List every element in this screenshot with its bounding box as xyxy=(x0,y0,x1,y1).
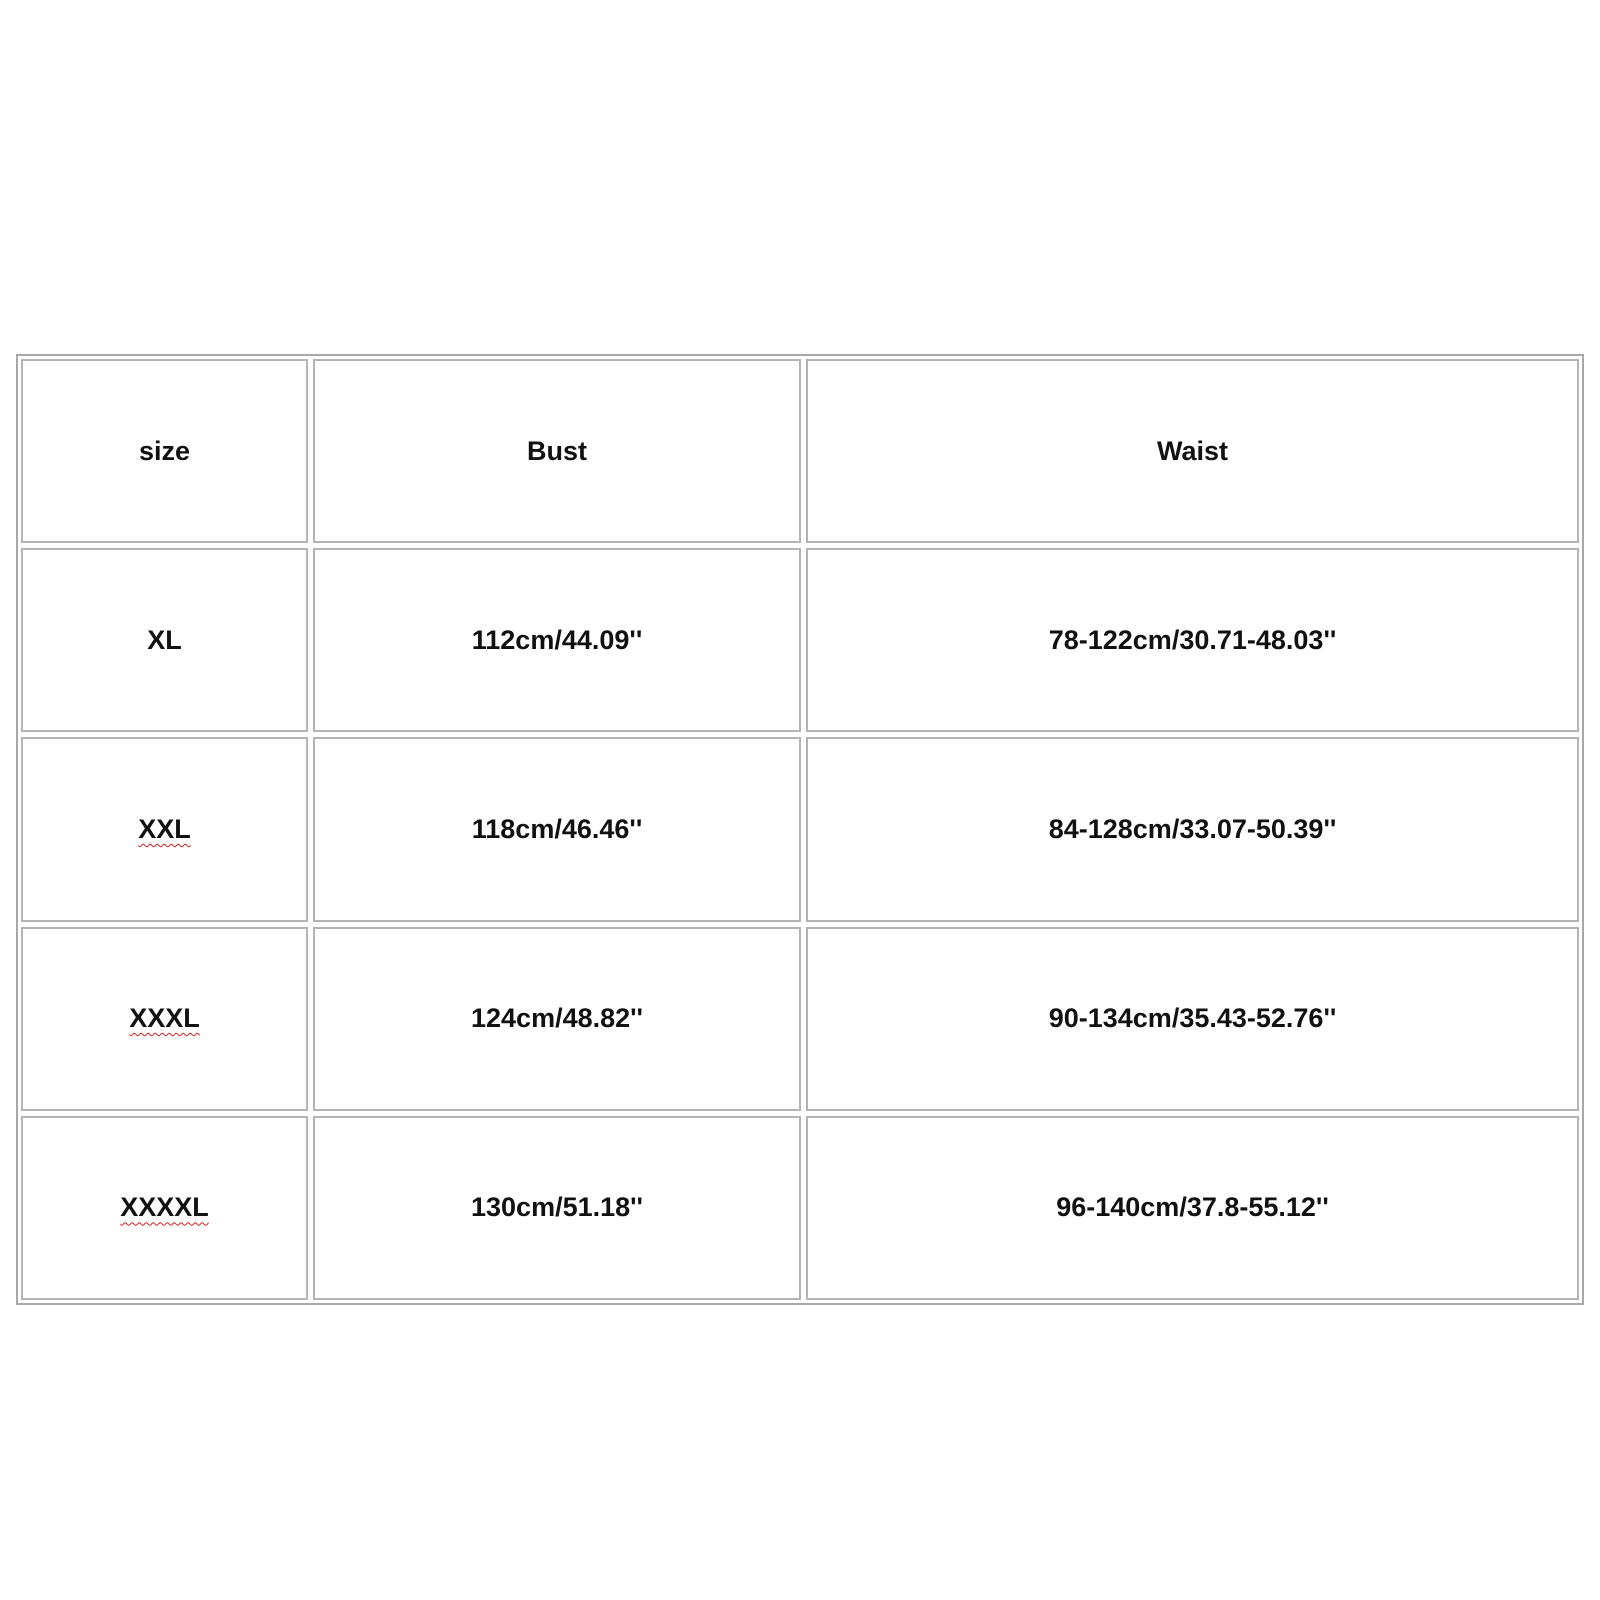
size-label: XXXXL xyxy=(120,1192,209,1223)
header-bust: Bust xyxy=(313,359,801,543)
cell-size xyxy=(21,737,308,921)
cell-waist: 84-128cm/33.07-50.39'' xyxy=(806,737,1579,921)
cell-waist: 96-140cm/37.8-55.12'' xyxy=(806,1116,1579,1300)
header-waist: Waist xyxy=(806,359,1579,543)
size-chart-table-frame xyxy=(16,354,1584,1305)
cell-bust: 130cm/51.18'' xyxy=(313,1116,801,1300)
size-label: XL xyxy=(147,624,182,655)
table-row xyxy=(21,737,1579,921)
size-chart-table xyxy=(16,354,1584,1305)
cell-waist: 90-134cm/35.43-52.76'' xyxy=(806,927,1579,1111)
header-size: size xyxy=(21,359,308,543)
cell-waist: 78-122cm/30.71-48.03'' xyxy=(806,548,1579,732)
size-label: XXL xyxy=(138,813,191,844)
cell-bust: 112cm/44.09'' xyxy=(313,548,801,732)
cell-size xyxy=(21,927,308,1111)
cell-size xyxy=(21,1116,308,1300)
cell-size xyxy=(21,548,308,732)
table-row xyxy=(21,927,1579,1111)
table-row xyxy=(21,548,1579,732)
table-row xyxy=(21,1116,1579,1300)
table-header-row xyxy=(21,359,1579,543)
size-label: XXXL xyxy=(129,1003,200,1034)
cell-bust: 124cm/48.82'' xyxy=(313,927,801,1111)
cell-bust: 118cm/46.46'' xyxy=(313,737,801,921)
